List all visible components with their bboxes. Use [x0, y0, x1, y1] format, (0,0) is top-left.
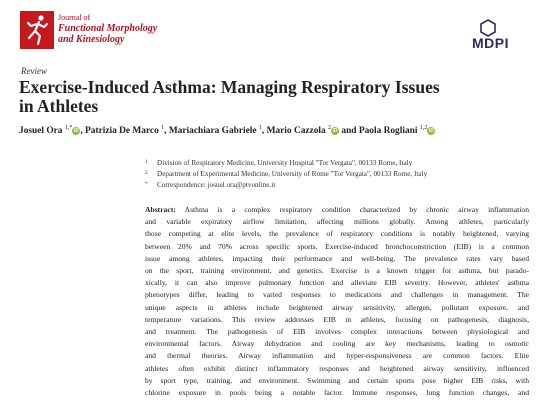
author-affiliation-mark: 2 — [328, 125, 332, 131]
article-type: Review — [21, 66, 47, 76]
orcid-icon[interactable]: iD — [73, 128, 79, 135]
abstract-line — [145, 314, 529, 326]
affiliation-mark: 2 — [145, 170, 148, 176]
abstract-text: between 20% and 70% across specific sports. Exercise-induced bronchoconstriction (EIB) is a common — [145, 241, 529, 251]
abstract-text: by sport type, training, and environment. Swimming and certain sports pose higher EIB risks, with — [145, 375, 529, 385]
author-list — [19, 125, 549, 136]
journal-title-line1: Functional Morphology — [58, 23, 158, 34]
author-name[interactable]: Patrizia De Marco — [85, 126, 159, 137]
author-affiliation-mark: 1,* — [64, 125, 73, 131]
journal-prefix: Journal of — [58, 13, 91, 22]
abstract-text: athletes often exhibit distinct inflammatory responses and heightened airway sensitivity, influenced — [145, 363, 529, 373]
author-affiliation-mark: 1 — [161, 125, 165, 131]
author-name[interactable]: Josuel Ora — [19, 126, 63, 137]
abstract-line — [145, 326, 529, 338]
abstract-line — [145, 216, 529, 228]
abstract-line — [145, 387, 529, 399]
affiliation-text: Division of Respiratory Medicine, University Hospital "Tor Vergata", 00133 Rome, Italy — [157, 159, 413, 167]
journal-logo — [20, 11, 54, 49]
abstract-text: chlorine exposure in pools being a notable factor. Immune responses, lung function changes, and — [145, 388, 529, 398]
publisher-logo — [470, 18, 528, 52]
abstract-line — [145, 241, 529, 253]
publisher-name: MDPI — [472, 35, 509, 51]
author-name[interactable]: Mario Cazzola — [266, 126, 326, 137]
author-affiliation-mark: 1,2 — [419, 125, 428, 131]
abstract-text: and variable expiratory airflow limitation, affecting millions globally. Among athletes, particularly — [145, 217, 529, 227]
orcid-icon[interactable]: iD — [428, 128, 434, 135]
abstract-line — [145, 338, 529, 350]
abstract-text: and treatment. The pathogenesis of EIB involves complex interactions between physiological and — [145, 327, 529, 337]
abstract-line — [145, 277, 529, 289]
abstract-line — [145, 204, 529, 216]
abstract-text: those competing at elite levels, the prevalence of respiratory conditions is notably heightened, varying — [145, 229, 529, 239]
author-name[interactable]: Paola Rogliani — [358, 126, 418, 137]
abstract-text: unique aspects in athletes include heightened airway sensitivity, allergen, pollutant exposure, and — [145, 302, 529, 312]
abstract-line — [145, 363, 529, 375]
affiliation-text: Department of Experimental Medicine, University of Rome "Tor Vergata", 00133 Rome, Italy — [157, 170, 428, 178]
abstract-label: Abstract: — [145, 205, 176, 214]
author-separator: , — [261, 126, 267, 137]
abstract-text: phenotypes differ, leading to varied responses to medications and challenges in management. The — [145, 290, 529, 300]
author-separator: and — [339, 126, 359, 137]
affiliation-item — [145, 181, 545, 189]
title-line-1: Exercise-Induced Asthma: Managing Respiratory Issues — [19, 77, 440, 97]
abstract-text: on the sport, training environment, and genetics. Exercise is a known trigger for asthma, but parado- — [145, 266, 529, 276]
affiliation-mark: 1 — [145, 159, 148, 165]
author-affiliation-mark: 1 — [258, 125, 262, 131]
orcid-icon[interactable]: iD — [332, 128, 338, 135]
article-title — [19, 78, 499, 116]
abstract-line — [145, 253, 529, 265]
abstract-text: environmental factors. Airway dehydration and cooling are key mechanisms, leading to osmotic — [145, 339, 529, 349]
abstract-line — [145, 265, 529, 277]
abstract-line — [145, 228, 529, 240]
affiliation-mark: * — [145, 181, 148, 187]
author-separator: , — [164, 126, 169, 137]
abstract-text: issue among athletes, impacting their performance and well-being. The prevalence rates vary based — [145, 253, 529, 263]
affiliation-item — [145, 159, 545, 167]
abstract-text: xically, it can also improve pulmonary function and alleviate EIB severity. However, athletes' asthma — [145, 278, 529, 288]
author-separator: , — [80, 126, 86, 137]
abstract-text: temperature variations. This review addresses EIB in athletes, focusing on pathogenesis, diagnosis, — [145, 314, 529, 324]
title-line-2: in Athletes — [19, 96, 99, 116]
runner-figure-icon — [20, 11, 54, 49]
abstract-line — [145, 289, 529, 301]
affiliation-item — [145, 170, 545, 178]
abstract-text: Asthma is a complex respiratory condition characterized by chronic airway inflammation — [184, 205, 530, 214]
abstract-line — [145, 302, 529, 314]
journal-name — [58, 13, 157, 45]
journal-title-line2: and Kinesiology — [58, 34, 125, 45]
author-name[interactable]: Mariachiara Gabriele — [168, 126, 257, 137]
abstract-text: and thermal theories. Airway inflammation and hyper-responsiveness are common factors. Elite — [145, 351, 529, 361]
correspondence-email[interactable]: Correspondence: josuel.ora@ptvonline.it — [157, 181, 276, 189]
abstract-line — [145, 350, 529, 362]
abstract — [145, 204, 529, 399]
abstract-line — [145, 375, 529, 387]
